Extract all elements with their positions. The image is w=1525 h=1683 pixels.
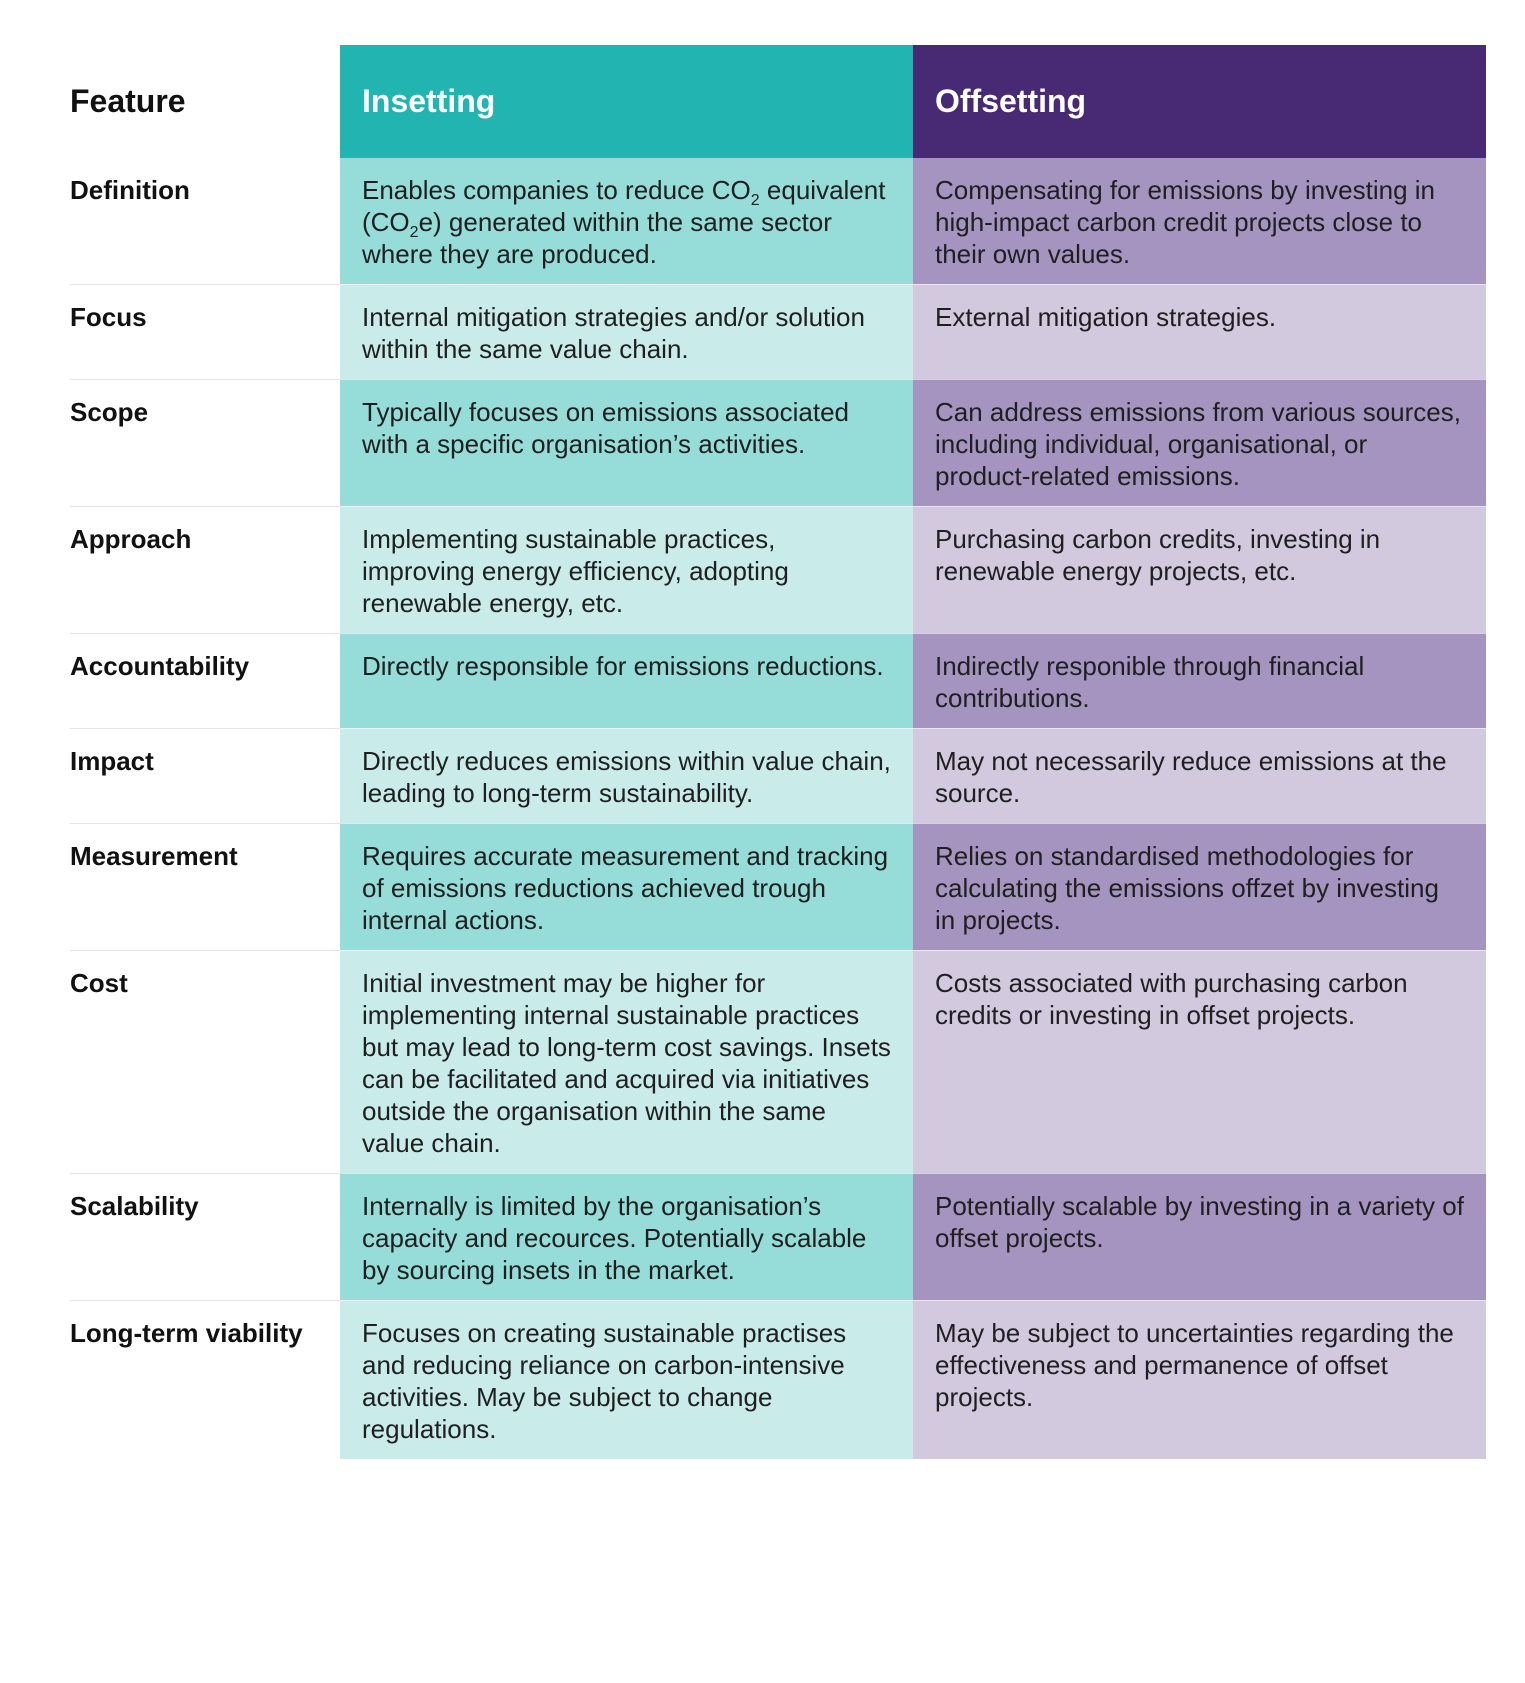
offsetting-cell: Purchasing carbon credits, investing in renewable energy projects, etc. <box>913 506 1486 633</box>
offsetting-cell: External mitigation strategies. <box>913 284 1486 379</box>
header-offsetting: Offsetting <box>913 45 1486 158</box>
insetting-cell: Directly reduces emissions within value chain, leading to long-term sustainability. <box>340 728 913 823</box>
header-insetting: Insetting <box>340 45 913 158</box>
insetting-cell: Requires accurate measurement and tracking of emissions reductions achieved trough internal actions. <box>340 823 913 950</box>
insetting-cell: Internally is limited by the organisation’s capacity and recources. Potentially scalable by sourcing insets in the market. <box>340 1173 913 1300</box>
offsetting-cell: Costs associated with purchasing carbon credits or investing in offset projects. <box>913 950 1486 1173</box>
feature-label: Long-term viability <box>70 1300 340 1459</box>
offsetting-cell: Potentially scalable by investing in a variety of offset projects. <box>913 1173 1486 1300</box>
feature-label: Approach <box>70 506 340 633</box>
insetting-cell: Enables companies to reduce $CO_2$ equivalent $(CO_2e)$ generated within the same sector where they are produced. <box>340 158 913 284</box>
offsetting-cell: Can address emissions from various sources, including individual, organisational, or product-related emissions. <box>913 379 1486 506</box>
insetting-cell: Directly responsible for emissions reductions. <box>340 633 913 728</box>
insetting-cell: Internal mitigation strategies and/or solution within the same value chain. <box>340 284 913 379</box>
feature-label: Focus <box>70 284 340 379</box>
offsetting-cell: May be subject to uncertainties regarding the effectiveness and permanence of offset projects. <box>913 1300 1486 1459</box>
header-feature: Feature <box>70 83 186 119</box>
offsetting-cell: Relies on standardised methodologies for calculating the emissions offzet by investing in projects. <box>913 823 1486 950</box>
offsetting-cell: Compensating for emissions by investing in high-impact carbon credit projects close to their own values. <box>913 158 1486 284</box>
feature-label: Scope <box>70 379 340 506</box>
comparison-table <box>70 45 1490 1459</box>
offsetting-cell: Indirectly responible through financial contributions. <box>913 633 1486 728</box>
feature-label: Accountability <box>70 633 340 728</box>
offsetting-cell: May not necessarily reduce emissions at the source. <box>913 728 1486 823</box>
insetting-cell: Initial investment may be higher for implementing internal sustainable practices but may lead to long-term cost savings. Insets can be facilitated and acquired via initiatives outside the organisation within the same value chain. <box>340 950 913 1173</box>
feature-label: Definition <box>70 175 190 205</box>
feature-label: Cost <box>70 950 340 1173</box>
feature-label: Measurement <box>70 823 340 950</box>
insetting-cell: Typically focuses on emissions associated with a specific organisation’s activities. <box>340 379 913 506</box>
feature-label: Impact <box>70 728 340 823</box>
insetting-cell: Focuses on creating sustainable practises and reducing reliance on carbon-intensive activities. May be subject to change regulations. <box>340 1300 913 1459</box>
insetting-cell: Implementing sustainable practices, improving energy efficiency, adopting renewable energy, etc. <box>340 506 913 633</box>
feature-label: Scalability <box>70 1173 340 1300</box>
